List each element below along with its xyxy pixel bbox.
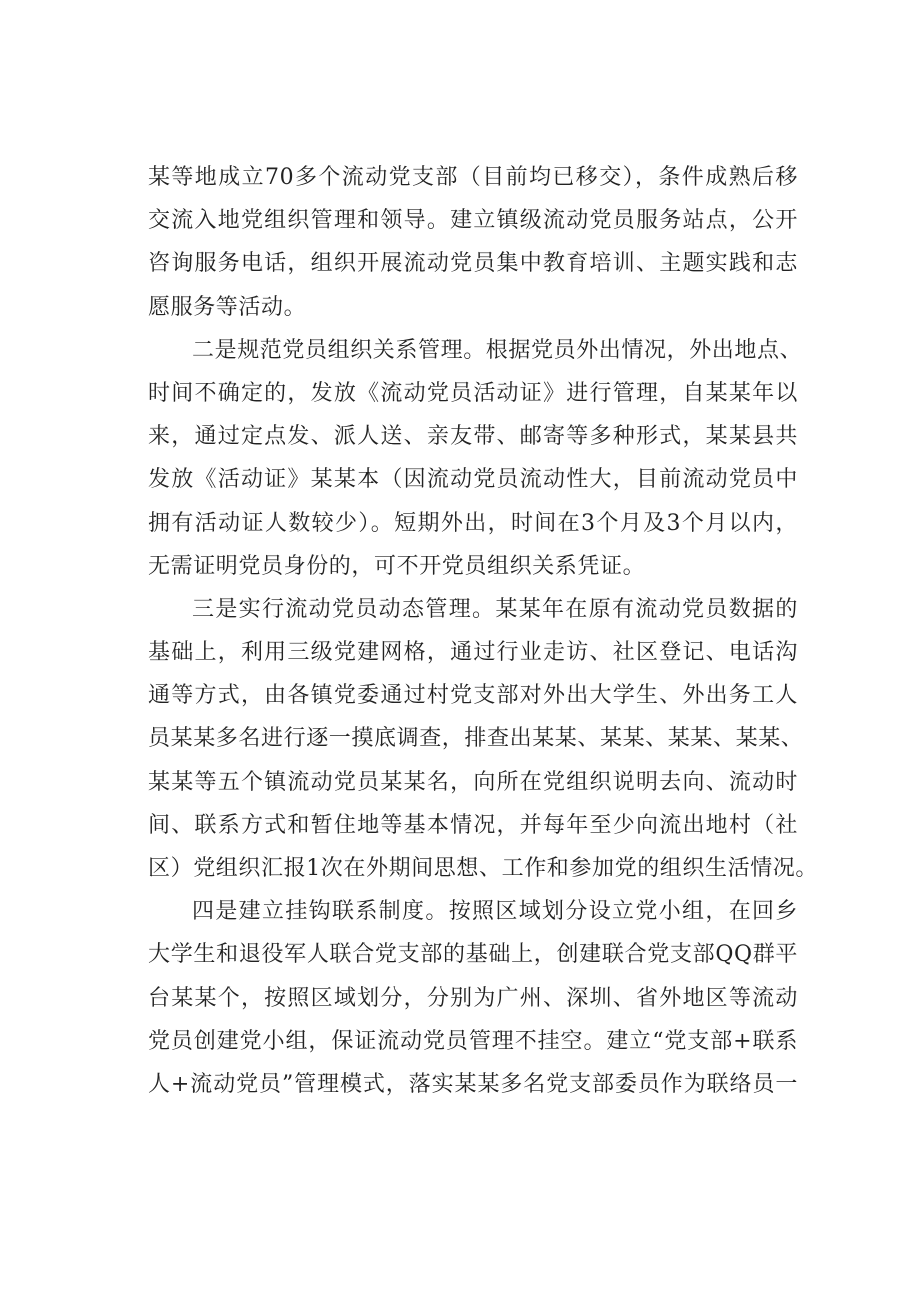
text-line: 通等方式，由各镇党委通过村党支部对外出大学生、外出务工人: [148, 683, 798, 709]
text-line: 愿服务等活动。: [148, 294, 307, 320]
text-line: 员某某多名进行逐一摸底调查，排查出某某、某某、某某、某某、: [148, 726, 804, 752]
text-line: 咨询服务电话，组织开展流动党员集中教育培训、主题实践和志: [148, 251, 798, 277]
text-line: 拥有活动证人数较少）。短期外出，时间在3个月及3个月以内，: [148, 510, 798, 536]
text-line: 人+流动党员”管理模式，落实某某多名党支部委员作为联络员一: [148, 1071, 798, 1097]
text-line: 某等地成立70多个流动党支部（目前均已移交），条件成熟后移: [148, 165, 798, 190]
text-line: 台某某个，按照区域划分，分别为广州、深圳、省外地区等流动: [148, 985, 798, 1011]
text-line: 党员创建党小组，保证流动党员管理不挂空。建立“党支部+联系: [148, 1028, 798, 1054]
text-line: 大学生和退役军人联合党支部的基础上，创建联合党支部QQ群平: [148, 942, 798, 968]
paragraph-first-line: 二是规范党员组织关系管理。根据党员外出情况，外出地点、: [192, 337, 803, 363]
text-line: 某某等五个镇流动党员某某名，向所在党组织说明去向、流动时: [148, 769, 798, 795]
paragraph-first-line: 三是实行流动党员动态管理。某某年在原有流动党员数据的: [192, 596, 798, 622]
paragraph-first-line: 四是建立挂钩联系制度。按照区域划分设立党小组，在回乡: [192, 899, 798, 925]
document-body: [148, 156, 818, 1106]
text-line: 间、联系方式和暂住地等基本情况，并每年至少向流出地村（社: [148, 812, 798, 838]
text-line: 来，通过定点发、派人送、亲友带、邮寄等多种形式，某某县共: [148, 424, 798, 450]
text-line: 交流入地党组织管理和领导。建立镇级流动党员服务站点，公开: [148, 208, 798, 234]
text-line: 区）党组织汇报1次在外期间思想、工作和参加党的组织生活情况。: [148, 856, 818, 881]
text-line: 发放《活动证》某某本（因流动党员流动性大，目前流动党员中: [148, 467, 798, 493]
text-line: 无需证明党员身份的，可不开党员组织关系凭证。: [148, 553, 646, 579]
text-line: 时间不确定的，发放《流动党员活动证》进行管理，自某某年以: [148, 380, 798, 406]
text-line: 基础上，利用三级党建网格，通过行业走访、社区登记、电话沟: [148, 640, 798, 666]
